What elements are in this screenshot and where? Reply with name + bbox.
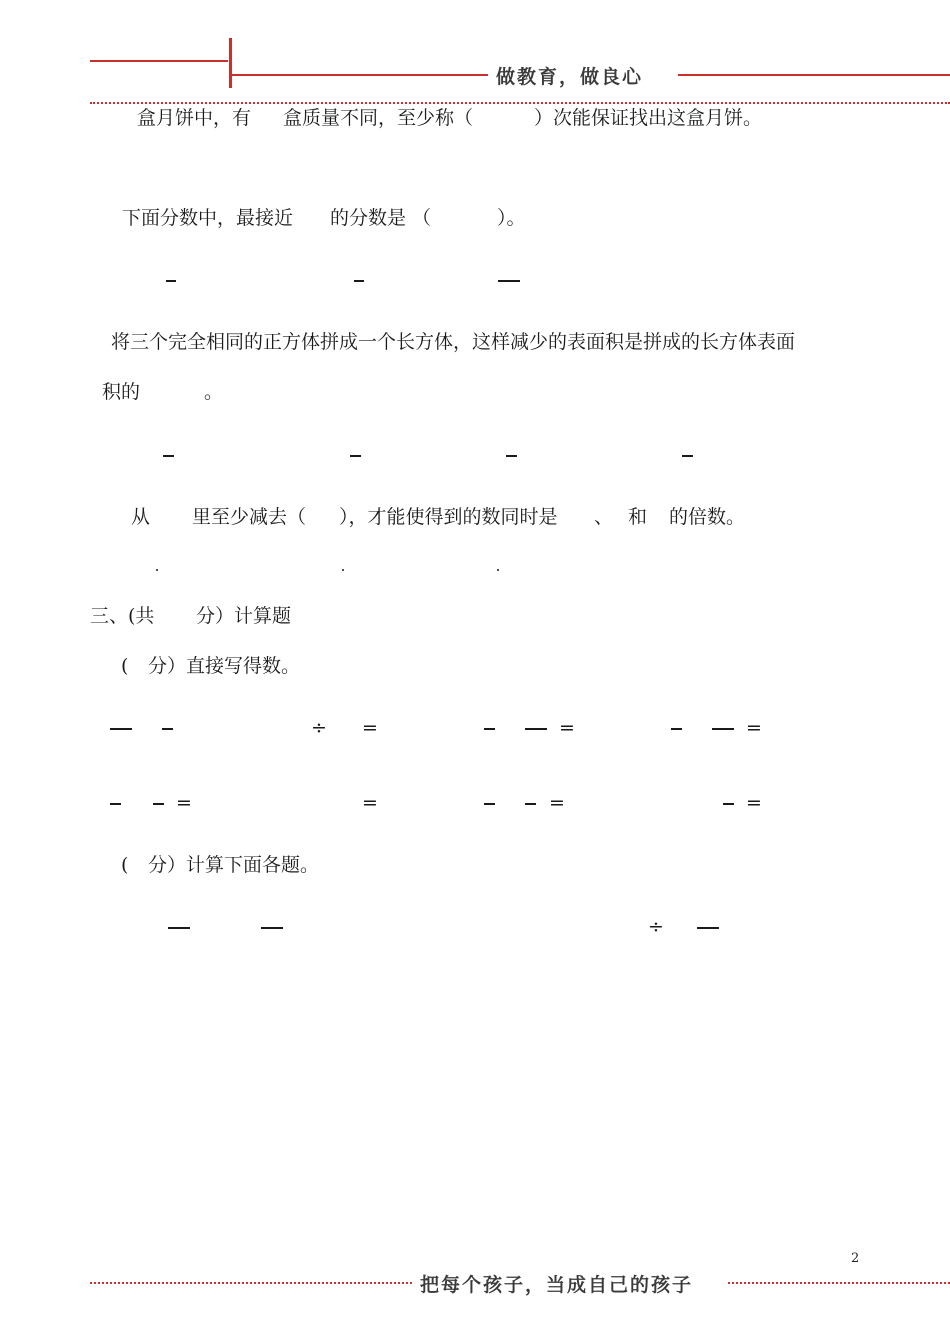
mooncake-text-b: 盒质量不同，至少称（ xyxy=(283,107,474,129)
equals-sign: = xyxy=(746,792,762,814)
fraction-bar xyxy=(723,803,734,805)
closest-fraction-text-a: 下面分数中，最接近 xyxy=(122,207,294,229)
closest-fraction-text-c: ）。 xyxy=(497,207,526,229)
fraction-bar xyxy=(671,728,682,730)
part2-title-a: ( xyxy=(121,854,129,876)
cube-text-line1: 将三个完全相同的正方体拼成一个长方体，这样减少的表面积是拼成的长方体表面 xyxy=(111,331,796,353)
header-vertical-bar xyxy=(229,38,232,88)
fraction-bar xyxy=(162,728,173,730)
section3-title-b: 分）计算题 xyxy=(196,605,292,627)
header-dotted-divider xyxy=(90,102,950,104)
divide-sign: ÷ xyxy=(648,916,664,938)
header-slogan: 做教育，做良心 xyxy=(496,66,644,88)
fraction-bar xyxy=(261,927,283,929)
fraction-bar xyxy=(168,927,190,929)
multiples-text-d: 、 xyxy=(594,506,614,528)
part1-title-b: 分）直接写得数。 xyxy=(148,655,301,677)
closest-fraction-text-b: 的分数是 （ xyxy=(330,207,432,229)
equals-sign: = xyxy=(362,717,378,739)
option-dot xyxy=(342,569,344,571)
fraction-bar xyxy=(525,803,536,805)
equals-sign: = xyxy=(176,792,192,814)
cube-text-line2-b: 。 xyxy=(204,381,224,403)
part1-title-a: ( xyxy=(121,655,129,677)
fraction-bar xyxy=(525,728,547,730)
header-rule-left xyxy=(90,60,228,62)
footer-slogan: 把每个孩子，当成自己的孩子 xyxy=(420,1274,694,1296)
equals-sign: = xyxy=(746,717,762,739)
fraction-bar xyxy=(484,803,495,805)
fraction-bar xyxy=(166,280,176,282)
fraction-bar xyxy=(506,455,517,457)
equals-sign: = xyxy=(559,717,575,739)
fraction-bar xyxy=(712,728,734,730)
fraction-bar xyxy=(110,728,132,730)
option-dot xyxy=(497,569,499,571)
page-number: 2 xyxy=(851,1251,860,1266)
multiples-text-f: 的倍数。 xyxy=(669,506,746,528)
multiples-text-a: 从 xyxy=(131,506,151,528)
multiples-text-b: 里至少减去（ xyxy=(192,506,307,528)
fraction-bar xyxy=(350,455,361,457)
section3-title-a: 三、(共 xyxy=(90,605,155,627)
header-rule-right xyxy=(678,74,950,76)
fraction-bar xyxy=(153,803,164,805)
divide-sign: ÷ xyxy=(311,717,327,739)
mooncake-text-a: 盒月饼中，有 xyxy=(137,107,252,129)
equals-sign: = xyxy=(549,792,565,814)
mooncake-text-c: ）次能保证找出这盒月饼。 xyxy=(534,107,763,129)
part2-title-b: 分）计算下面各题。 xyxy=(148,854,320,876)
fraction-bar xyxy=(697,927,719,929)
footer-dotted-divider-right xyxy=(728,1282,950,1284)
fraction-bar xyxy=(682,455,693,457)
option-dot xyxy=(156,569,158,571)
fraction-bar xyxy=(163,455,174,457)
header-rule-middle xyxy=(232,74,488,76)
fraction-bar xyxy=(354,280,364,282)
cube-text-line2-a: 积的 xyxy=(102,381,141,403)
fraction-bar xyxy=(498,280,520,282)
fraction-bar xyxy=(110,803,121,805)
footer-dotted-divider-left xyxy=(90,1282,412,1284)
multiples-text-e: 和 xyxy=(628,506,648,528)
multiples-text-c: ），才能使得到的数同时是 xyxy=(339,506,558,528)
fraction-bar xyxy=(484,728,495,730)
equals-sign: = xyxy=(362,792,378,814)
